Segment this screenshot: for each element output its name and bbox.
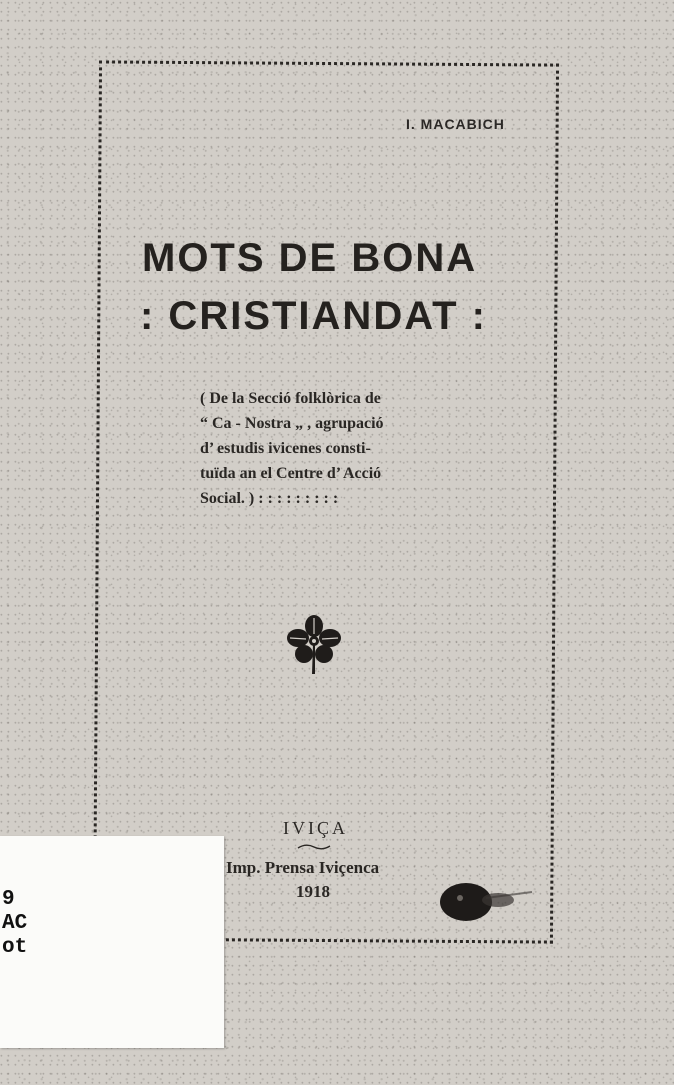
title-line-1: MOTS DE BONA [142,236,478,280]
clover-ornament-icon [286,614,342,676]
label-line-3: ot [2,936,28,959]
publication-year: 1918 [296,882,330,901]
author-name: I. MACABICH [406,116,505,132]
publication-place: IVIÇA [283,818,348,838]
swash-divider-icon [296,843,332,851]
library-label-sticker [0,836,224,1048]
label-line-2: AC [2,912,28,935]
label-line-1: 9 [2,888,15,911]
title-line-2: : CRISTIANDAT : [140,294,487,338]
printer-name: Imp. Prensa Iviçenca [226,858,380,877]
ink-blot-stain [436,878,536,924]
subtitle-paragraph: ( De la Secció folklòrica de “ Ca - Nostra „ , agrupació d’ estudis ivicenes consti- tuïda an el Centre d’ Acció Social. ) : : : : : : : : : [200,390,384,507]
